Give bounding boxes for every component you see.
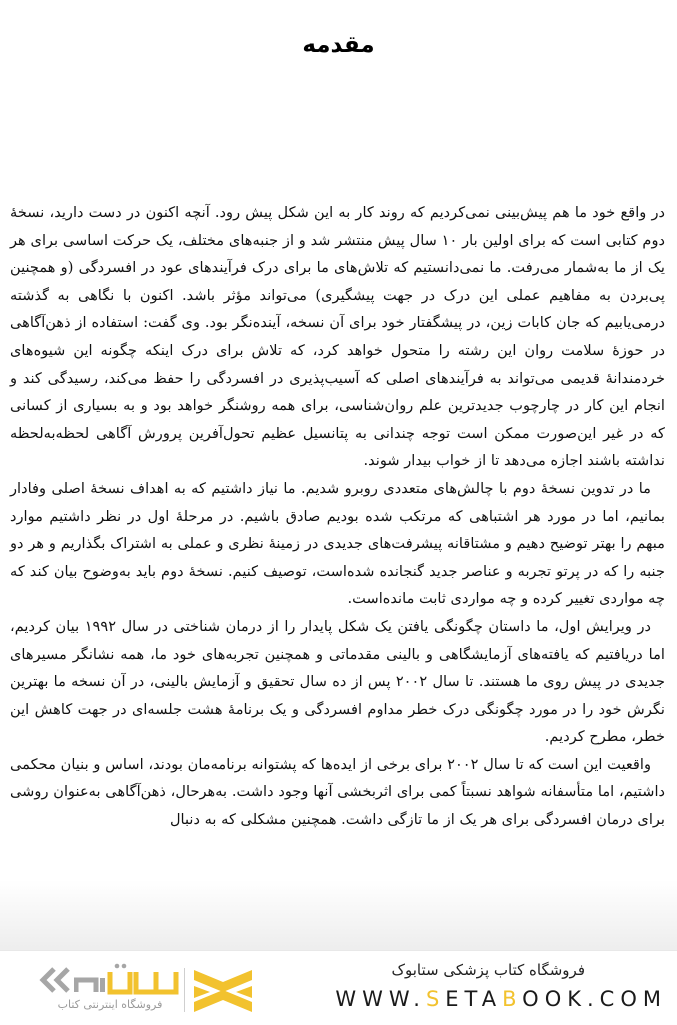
double-chevron-left-icon bbox=[38, 966, 72, 994]
paragraph-3: در ویرایش اول، ما داستان چگونگی یافتن یک شکل پایدار را از درمان شناختی در سال ۱۹۹۲ بیان کردیم، اما دریافتیم که یافته‌های آزمایشگاهی و بالینی مقدماتی و همچنین تجربه‌های خود ما، همه نشانگر مسیرهای جدیدی در پیش روی ما هستند. تا سال ۲۰۰۲ پس از ده سال تحقیق و آزمایش بالینی، در آن نسخه ما بهترین نگرش خود را در مورد چگونگی درک خطر مداوم افسردگی و یک برنامهٔ هشت جلسه‌ای در جهت کاهش این خطر، مطرح کردیم. bbox=[10, 617, 665, 746]
page-bottom-shadow bbox=[0, 880, 677, 950]
store-url-link[interactable] bbox=[335, 987, 667, 1011]
book-chevron-icon bbox=[192, 968, 254, 1014]
logo-tagline: فروشگاه اینترنتی کتاب bbox=[57, 998, 163, 1011]
setabook-logo[interactable] bbox=[36, 962, 258, 1018]
url-part-b: B bbox=[502, 987, 523, 1011]
store-name: فروشگاه کتاب پزشکی ستابوک bbox=[391, 961, 585, 979]
paragraph-1: در واقع خود ما هم پیش‌بینی نمی‌کردیم که روند کار به این شکل پیش رود. آنچه اکنون در دست دارید، نسخهٔ دوم کتابی است که برای اولین بار ۱۰ سال پیش منتشر شد و از جنبه‌های مختلف، یک حرکت اساسی برای هر یک از ما به‌شمار می‌رفت. ما نمی‌دانستیم که تلاش‌های ما برای درک فرآیندهای عود در افسردگی (و همچنین پی‌بردن به مفاهیم عملی این درک در جهت پیشگیری) می‌تواند مؤثر باشد. اکنون با نگاهی به گذشته درمی‌یابیم که جان کابات زین، در پیشگفتار خود برای آن نسخه، آینده‌نگر بود. وی گفت: استفاده از ذهن‌آگاهی در حوزهٔ سلامت روان این رشته را متحول خواهد کرد، که تلاش برای درک اینکه چگونه این شیوه‌های خردمندانهٔ قدیمی می‌تواند به فرآیندهای اصلی که آسیب‌پذیری در افسردگی را حفظ می‌کند، رسیدگی کند و انجام این کار در چارچوب جدیدترین علم روان‌شناسی، برای همه روشنگر خواهد بود و به بسیاری از کسانی که در غیر این‌صورت ممکن است توجه چندانی به پتانسیل عظیم تحول‌آفرین پرورش آگاهی لحظه‌به‌لحظه نداشته باشند اجازه می‌دهد تا از خواب بیدار شوند. bbox=[10, 204, 665, 470]
paragraph-4: واقعیت این است که تا سال ۲۰۰۲ برای برخی از ایده‌ها که پشتوانه برنامه‌مان بودند، اساس و بنیان محکمی داشتیم، اما متأسفانه شواهد نسبتاً کمی برای اثربخشی آنها وجود داشت. به‌هرحال، ذهن‌آگاهی به‌عنوان روشی برای درمان افسردگی برای هر یک از ما تازگی داشت. همچنین مشکلی که به دنبال bbox=[10, 755, 665, 829]
setabook-wordmark-icon bbox=[74, 962, 182, 996]
page-title: مقدمه bbox=[302, 32, 375, 58]
url-part-eta: ETA bbox=[445, 987, 503, 1011]
url-part-prefix: WWW. bbox=[335, 987, 426, 1011]
logo-divider bbox=[184, 968, 185, 1012]
url-part-suffix: OOK.COM bbox=[522, 987, 667, 1011]
paragraph-2: ما در تدوین نسخهٔ دوم با چالش‌های متعددی روبرو شدیم. ما نیاز داشتیم که به اهداف نسخهٔ اصلی وفادار بمانیم، اما در مورد هر اشتباهی که مرتکب شده بودیم صادق باشیم. در مرحلهٔ اول در نظر داشتیم موارد مبهم را بهتر توضیح دهیم و مشتاقانه پیشرفت‌های جدیدی در زمینهٔ نظری و عملی به اشتراک بگذاریم و هر دو جنبه را که در پرتو تجربه و عناصر جدید گنجانده شده‌است، توصیف کنیم. نسخهٔ دوم باید به‌وضوح بیان کند که چه مواردی تغییر کرده و چه مواردی ثابت مانده‌است. bbox=[10, 479, 665, 608]
body-text bbox=[10, 199, 665, 834]
url-part-s: S bbox=[425, 987, 446, 1011]
